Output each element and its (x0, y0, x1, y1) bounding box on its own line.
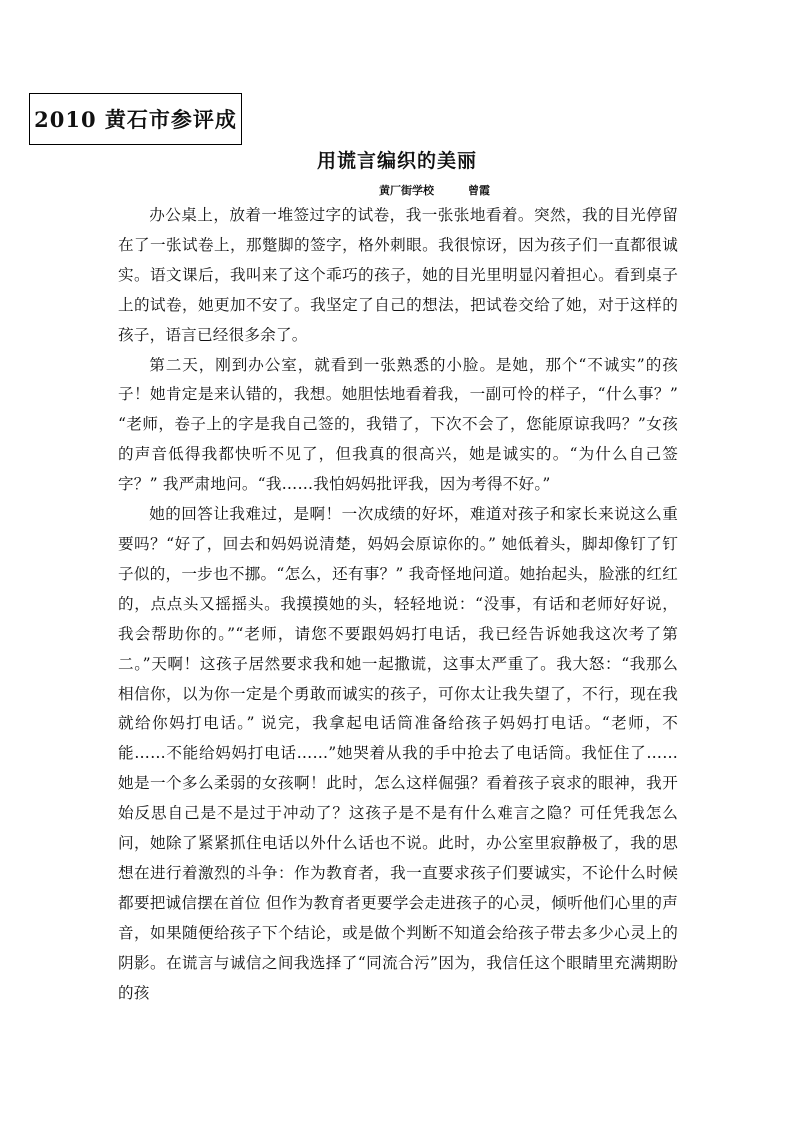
article-body (118, 201, 678, 1008)
paragraph-2: 第二天，刚到办公室，就看到一张熟悉的小脸。是她，那个“不诚实”的孩子！她肯定是来认错的，我想。她胆怯地看着我，一副可怜的样子，“什么事？” “老师，卷子上的字是我自己签的，我错了，下次不会了，您能原谅我吗？”女孩的声音低得我都快听不见了，但我真的很高兴，她是诚实的。“为什么自己签字？” 我严肃地问。“我……我怕妈妈批评我，因为考得不好。” (118, 355, 678, 494)
paragraph-1: 办公桌上，放着一堆签过字的试卷，我一张张地看着。突然，我的目光停留在了一张试卷上，那蹩脚的签字，格外刺眼。我很惊讶，因为孩子们一直都很诚实。语文课后，我叫来了这个乖巧的孩子，她的目光里明显闪着担心。看到桌子上的试卷，她更加不安了。我坚定了自己的想法，把试卷交给了她，对于这样的孩子，语言已经很多余了。 (118, 206, 678, 344)
header-label: 2010 黄石市参评成 (34, 107, 237, 132)
paragraph-3: 她的回答让我难过，是啊！一次成绩的好坏，难道对孩子和家长来说这么重要吗？“好了，回去和妈妈说清楚，妈妈会原谅你的。” 她低着头，脚却像钉了钉子似的，一步也不挪。“怎么，还有事？” 我奇怪地问道。她抬起头，脸涨的红红的，点点头又摇摇头。我摸摸她的头，轻轻地说：“没事，有话和老师好好说，我会帮助你的。”“老师，请您不要跟妈妈打电话，我已经告诉她我这次考了第二。”天啊！这孩子居然要求我和她一起撒谎，这事太严重了。我大怒：“我那么相信你，以为你一定是个勇敢而诚实的孩子，可你太让我失望了，不行，现在我就给你妈打电话。” 说完，我拿起电话筒准备给孩子妈妈打电话。“老师，不能……不能给妈妈打电话……”她哭着从我的手中抢去了电话筒。我怔住了……她是一个多么柔弱的女孩啊！此时，怎么这样倔强？看着孩子哀求的眼神，我开始反思自己是不是过于冲动了？这孩子是不是有什么难言之隐？可任凭我怎么问，她除了紧紧抓住电话以外什么话也不说。此时，办公室里寂静极了，我的思想在进行着激烈的斗争：作为教育者，我一直要求孩子们要诚实，不论什么时候都要把诚信摆在首位 但作为教育者更要学会走进孩子的心灵，倾听他们心里的声音，如果随便给孩子下个结论，或是做个判断不知道会给孩子带去多少心灵上的阴影。在谎言与诚信之间我选择了“同流合污”因为，我信任这个眼睛里充满期盼的孩 (118, 505, 678, 1002)
article-title: 用谎言编织的美丽 (316, 150, 477, 172)
school-name: 黄厂街学校 (379, 184, 434, 197)
author-name: 曾霞 (468, 184, 490, 197)
byline (379, 182, 490, 198)
header-label-box (29, 93, 242, 145)
